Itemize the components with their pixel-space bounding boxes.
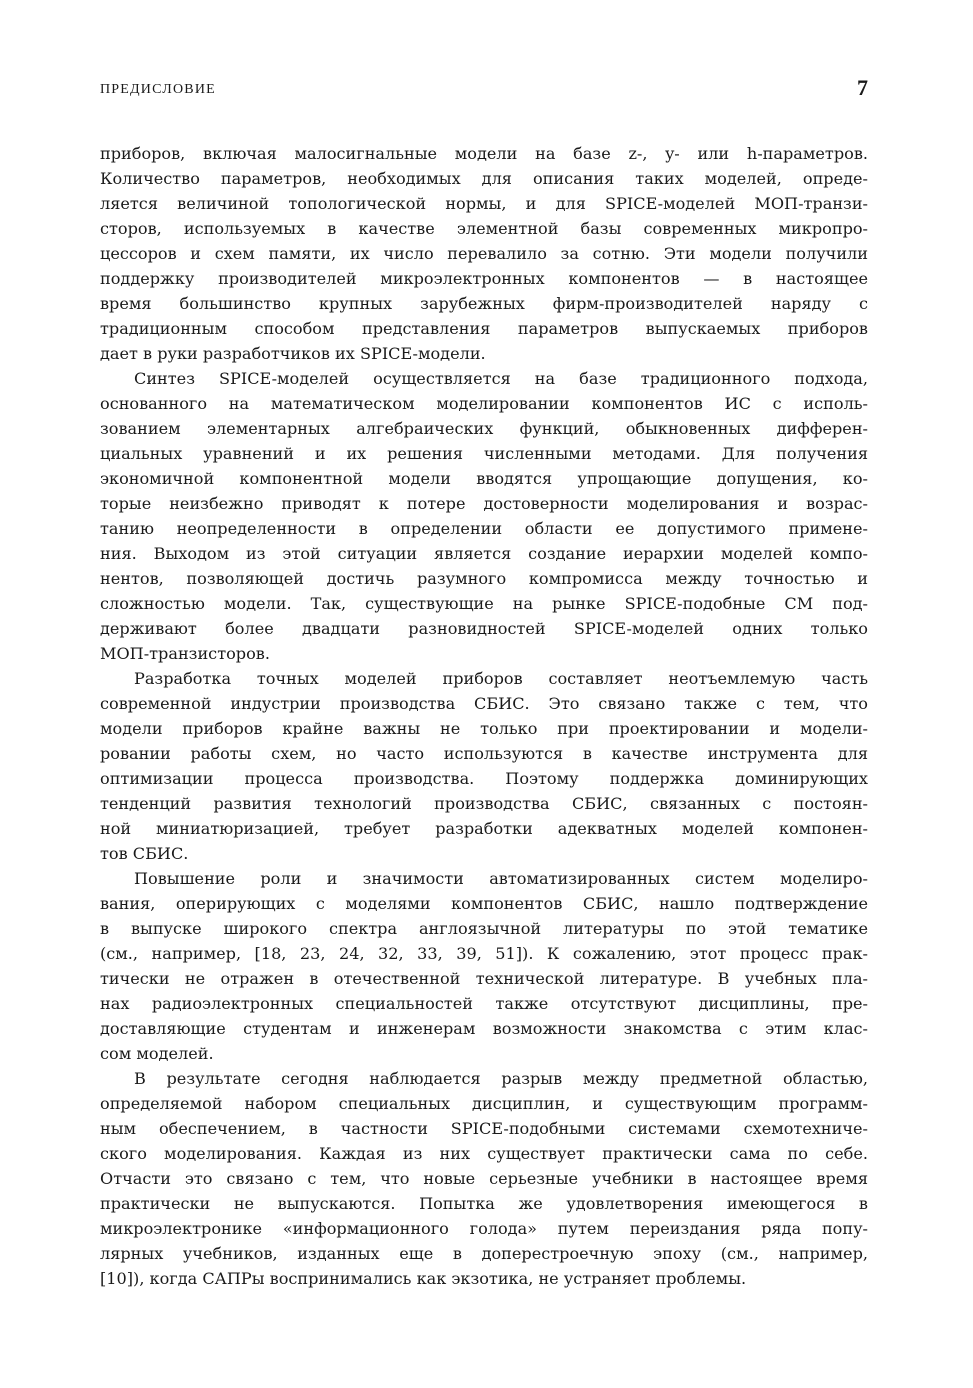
page-number: 7	[857, 75, 868, 100]
text-line: в выпуске широкого спектра англоязычной литературы по этой тематике	[100, 919, 868, 938]
body-text	[100, 141, 868, 1291]
text-line: ляется величиной топологической нормы, и для SPICE-моделей МОП-транзи-	[100, 194, 868, 213]
paragraph-5	[100, 1066, 868, 1291]
text-line: сторов, используемых в качестве элементной базы современных микропро-	[100, 219, 868, 238]
text-line: поддержку производителей микроэлектронных компонентов — в настоящее	[100, 269, 868, 288]
text-line: нентов, позволяющей достичь разумного компромисса между точностью и	[100, 569, 868, 588]
text-line: ным обеспечением, в частности SPICE-подобными системами схемотехниче-	[100, 1119, 868, 1138]
text-line: сом моделей.	[100, 1044, 214, 1063]
text-line: [10]), когда САПРы воспринимались как экзотика, не устраняет проблемы.	[100, 1269, 747, 1288]
text-line: дает в руки разработчиков их SPICE-модели.	[100, 344, 486, 363]
text-line: ровании работы схем, но часто используются в качестве инструмента для	[100, 744, 868, 763]
text-line: основанного на математическом моделировании компонентов ИС с исполь-	[100, 394, 868, 413]
text-line: Отчасти это связано с тем, что новые серьезные учебники в настоящее время	[100, 1169, 868, 1188]
text-line: нах радиоэлектронных специальностей также отсутствуют дисциплины, пре-	[100, 994, 868, 1013]
text-line: зованием элементарных алгебраических функций, обыкновенных дифферен-	[100, 419, 868, 438]
paragraph-1	[100, 141, 868, 366]
text-line: приборов, включая малосигнальные модели на базе z-, y- или h-параметров.	[100, 144, 868, 163]
text-line: циальных уравнений и их решения численными методами. Для получения	[100, 444, 868, 463]
text-line: МОП-транзисторов.	[100, 644, 270, 663]
text-line: лярных учебников, изданных еще в доперестроечную эпоху (см., например,	[100, 1244, 868, 1263]
text-line: сложностью модели. Так, существующие на рынке SPICE-подобные СМ под-	[100, 594, 868, 613]
paragraph-4	[100, 866, 868, 1066]
text-line: Повышение роли и значимости автоматизированных систем моделиро-	[134, 869, 868, 888]
text-line: ния. Выходом из этой ситуации является создание иерархии моделей компо-	[100, 544, 868, 563]
text-line: современной индустрии производства СБИС. Это связано также с тем, что	[100, 694, 868, 713]
text-line: держивают более двадцати разновидностей SPICE-моделей одних только	[100, 619, 868, 638]
text-line: ского моделирования. Каждая из них существует практически сама по себе.	[100, 1144, 868, 1163]
text-line: вания, оперирующих с моделями компонентов СБИС, нашло подтверждение	[100, 894, 868, 913]
text-line: практически не выпускаются. Попытка же удовлетворения имеющегося в	[100, 1194, 868, 1213]
text-line: ной миниатюризацией, требует разработки адекватных моделей компонен-	[100, 819, 868, 838]
text-line: торые неизбежно приводят к потере достоверности моделирования и возрас-	[100, 494, 868, 513]
text-line: доставляющие студентам и инженерам возможности знакомства с этим клас-	[100, 1019, 868, 1038]
text-line: цессоров и схем памяти, их число перевалило за сотню. Эти модели получили	[100, 244, 868, 263]
text-line: В результате сегодня наблюдается разрыв между предметной областью,	[134, 1069, 868, 1088]
text-line: модели приборов крайне важны не только при проектировании и модели-	[100, 719, 868, 738]
paragraph-3	[100, 666, 868, 866]
running-head: ПРЕДИСЛОВИЕ	[100, 82, 216, 97]
text-line: время большинство крупных зарубежных фирм-производителей наряду с	[100, 294, 868, 313]
text-line: Синтез SPICE-моделей осуществляется на базе традиционного подхода,	[134, 369, 868, 388]
text-line: определяемой набором специальных дисциплин, и существующим программ-	[100, 1094, 868, 1113]
text-line: танию неопределенности в определении области ее допустимого примене-	[100, 519, 868, 538]
text-line: тенденций развития технологий производства СБИС, связанных с постоян-	[100, 794, 868, 813]
text-line: микроэлектронике «информационного голода» путем переиздания ряда попу-	[100, 1219, 868, 1238]
text-line: традиционным способом представления параметров выпускаемых приборов	[100, 319, 868, 338]
paragraph-2	[100, 366, 868, 666]
text-line: тов СБИС.	[100, 844, 189, 863]
text-line: экономичной компонентной модели вводятся упрощающие допущения, ко-	[100, 469, 868, 488]
text-line: оптимизации процесса производства. Поэтому поддержка доминирующих	[100, 769, 868, 788]
text-line: (см., например, [18, 23, 24, 32, 33, 39, 51]). К сожалению, этот процесс прак-	[100, 944, 868, 963]
text-line: Разработка точных моделей приборов составляет неотъемлемую часть	[134, 669, 868, 688]
text-line: Количество параметров, необходимых для описания таких моделей, опреде-	[100, 169, 868, 188]
text-line: тически не отражен в отечественной технической литературе. В учебных пла-	[100, 969, 868, 988]
